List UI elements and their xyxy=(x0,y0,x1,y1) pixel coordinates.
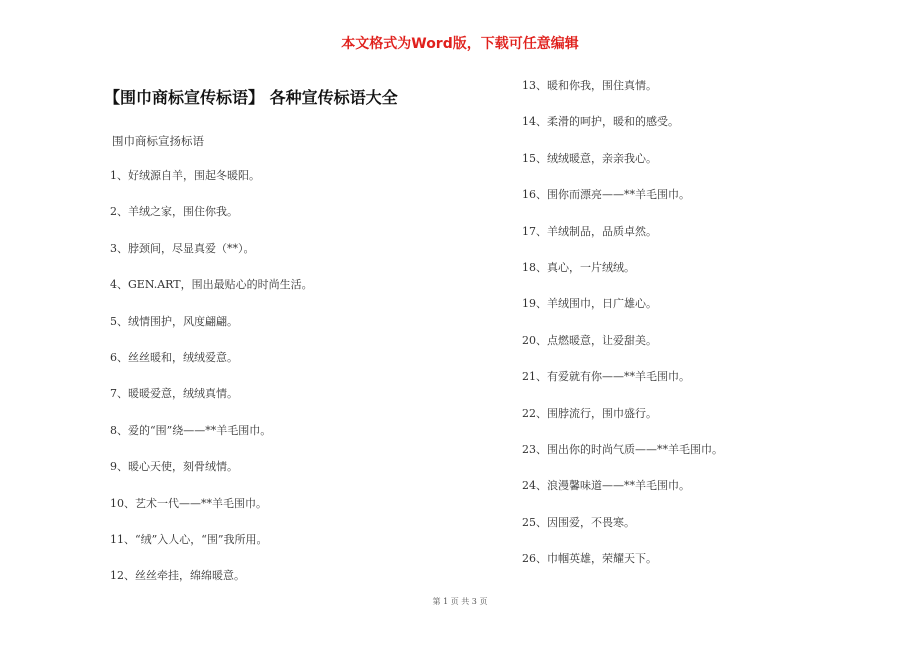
list-item: 15、绒绒暖意，亲亲我心。 xyxy=(522,151,657,165)
list-item: 11、“绒”入人心，“围”我所用。 xyxy=(110,532,268,546)
list-item: 25、因围爱，不畏寒。 xyxy=(522,515,635,529)
list-item: 12、丝丝牵挂，绵绵暖意。 xyxy=(110,569,245,583)
slogan-list-right xyxy=(522,78,723,587)
list-item: 22、围脖流行，围巾盛行。 xyxy=(522,406,657,420)
list-item: 2、羊绒之家，围住你我。 xyxy=(110,205,238,219)
list-item: 20、点燃暖意，让爱甜美。 xyxy=(522,333,657,347)
list-item: 5、绒情围护，风度翩翩。 xyxy=(110,314,238,328)
list-item: 10、艺术一代——**羊毛围巾。 xyxy=(110,496,267,510)
list-item: 8、爱的“围”绕——**羊毛围巾。 xyxy=(110,423,272,437)
list-item: 21、有爱就有你——**羊毛围巾。 xyxy=(522,370,690,384)
list-item: 13、暖和你我，围住真情。 xyxy=(522,79,657,92)
document-title: 【围巾商标宣传标语】 各种宣传标语大全 xyxy=(104,88,398,107)
list-item: 26、巾帼英雄，荣耀天下。 xyxy=(522,552,657,566)
list-item: 1、好绒源自羊，围起冬暖阳。 xyxy=(110,169,260,182)
list-item: 24、浪漫馨味道——**羊毛围巾。 xyxy=(522,479,690,493)
document-subtitle: 围巾商标宣扬标语 xyxy=(112,134,204,148)
list-item: 18、真心，一片绒绒。 xyxy=(522,260,635,274)
list-item: 17、羊绒制品，品质卓然。 xyxy=(522,224,657,238)
list-item: 19、羊绒围巾，日广雄心。 xyxy=(522,297,657,311)
list-item: 23、围出你的时尚气质——**羊毛围巾。 xyxy=(522,442,723,456)
list-item: 14、柔滑的呵护，暖和的感受。 xyxy=(522,115,679,129)
page-indicator: 第 1 页 共 3 页 xyxy=(432,597,488,606)
list-item: 16、围你而漂亮——**羊毛围巾。 xyxy=(522,188,690,202)
list-item: 9、暖心天使，刻骨绒情。 xyxy=(110,460,238,474)
list-item: 3、脖颈间，尽显真爱（**）。 xyxy=(110,241,255,255)
list-item: 6、丝丝暖和，绒绒爱意。 xyxy=(110,350,238,364)
word-format-banner: 本文格式为Word版，下载可任意编辑 xyxy=(341,36,579,52)
slogan-list-left xyxy=(110,168,313,605)
list-item: 4、GEN.ART，围出最贴心的时尚生活。 xyxy=(110,278,313,292)
list-item: 7、暖暖爱意，绒绒真情。 xyxy=(110,387,238,401)
